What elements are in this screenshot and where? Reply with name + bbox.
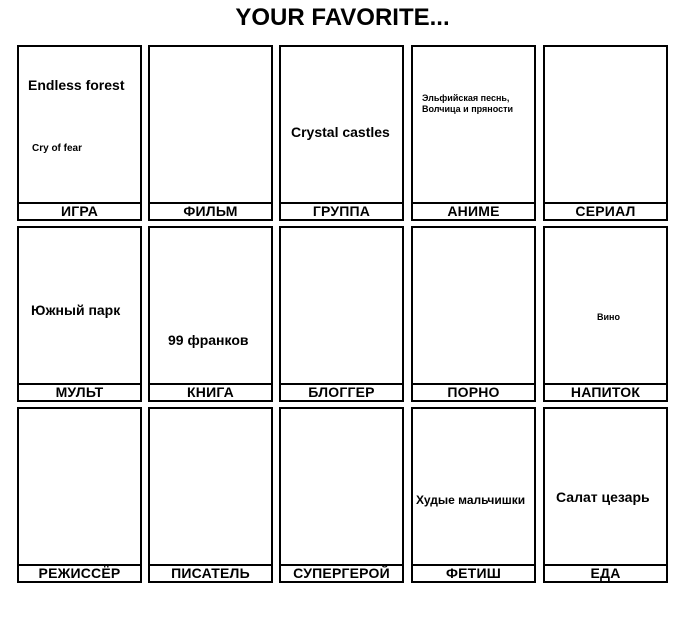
cell-content [281,409,402,564]
cell-content [150,409,271,564]
cell-drink [543,226,668,402]
cell-label: КНИГА [150,383,271,400]
cell-label: ГРУППА [281,202,402,219]
cell-label: МУЛЬТ [19,383,140,400]
cell-game [17,45,142,221]
cell-food [543,407,668,583]
cell-label: ПИСАТЕЛЬ [150,564,271,581]
cell-book [148,226,273,402]
entry-text: Endless forest [28,77,125,93]
entry-text: 99 франков [168,332,249,348]
cell-label: РЕЖИССЁР [19,564,140,581]
cell-content [19,228,140,383]
entry-text: Худые мальчишки [416,493,526,507]
cell-label: ЕДА [545,564,666,581]
cell-label: ФИЛЬМ [150,202,271,219]
cell-content [150,228,271,383]
cell-porn [411,226,536,402]
cell-content [281,47,402,202]
cell-content [19,47,140,202]
cell-blogger [279,226,404,402]
cell-label: АНИМЕ [413,202,534,219]
entry-text: Эльфийская песнь, [422,93,510,103]
page-title: YOUR FAVORITE... [235,4,450,31]
cell-writer [148,407,273,583]
cell-content [413,228,534,383]
cell-cartoon [17,226,142,402]
cell-film [148,45,273,221]
cell-content [413,47,534,202]
entry-text: Вино [597,312,620,322]
cell-content [545,228,666,383]
entry-text: Crystal castles [291,124,390,140]
cell-band [279,45,404,221]
cell-series [543,45,668,221]
cell-label: БЛОГГЕР [281,383,402,400]
entry-text: Cry of fear [32,143,83,154]
entry-text: Салат цезарь [556,489,650,505]
cell-superhero [279,407,404,583]
cell-content [281,228,402,383]
cell-label: НАПИТОК [545,383,666,400]
cell-label: ФЕТИШ [413,564,534,581]
cell-content [413,409,534,564]
entry-text: Южный парк [31,302,121,318]
cell-label: СЕРИАЛ [545,202,666,219]
cell-anime [411,45,536,221]
cell-director [17,407,142,583]
cell-content [545,409,666,564]
entry-text: Волчица и пряности [422,104,514,114]
cell-content [150,47,271,202]
cell-content [19,409,140,564]
cell-fetish [411,407,536,583]
cell-content [545,47,666,202]
cell-label: ПОРНО [413,383,534,400]
cell-label: СУПЕРГЕРОЙ [281,564,402,581]
cell-label: ИГРА [19,202,140,219]
